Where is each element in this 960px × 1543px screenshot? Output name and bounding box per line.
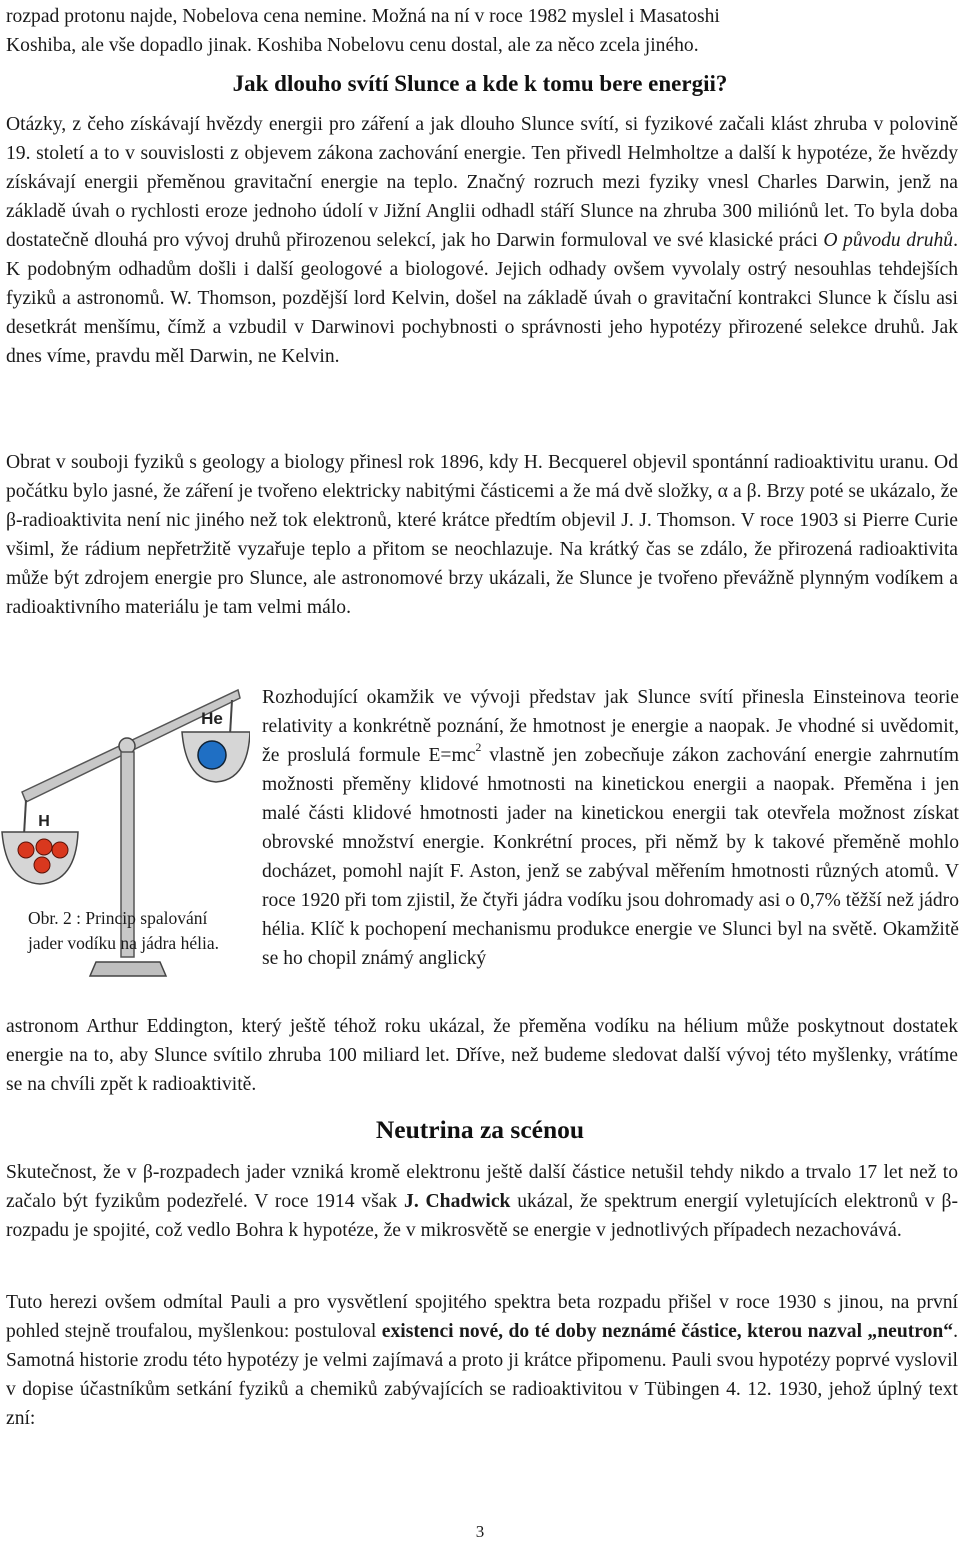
para-text: Skutečnost, že v β-rozpadech jader vzniká kromě elektronu ještě další částice netušil tehdy nikdo a trvalo 17 let než to začalo být fyzikům podezřelé. V roce 1914 však — [6, 1162, 958, 1212]
para-text: ukázal, že spektrum energií vyletujících elektronů v β-rozpadu je spojité, což vedlo Bohra k hypotéze, že v mikrosvětě se energie v jednotlivých případech nezachovává. — [6, 1191, 958, 1241]
section-heading-sun: Jak dlouho svítí Slunce a kde k tomu bere energii? — [232, 71, 728, 96]
hydrogen-nucleus — [52, 842, 68, 858]
para-text: vlastně jen zobecňuje zákon zachování energie zahrnutím možnosti přeměny klidové hmotnosti na kinetickou energii a naopak. Přeměna i jen malé části klidové hmotnosti jader na kinetickou energii tak otevřela možnost získat obrovské množství energie. Konkrétní proces, při němž by k takové přeměně mohlo docházet, pomohl najít F. Aston, jenž se zabýval měřením hmotnosti různých atomů. V roce 1920 při tom zjistil, že čtyři jádra vodíku jsou dohromady asi o 0,7% těžší než jádro hélia. Klíč k pochopení mechanismu produkce energie ve Slunci byl na světě. Okamžitě se ho chopil známý anglický — [262, 744, 959, 969]
page-number: 3 — [475, 1522, 485, 1541]
bold-statement: existenci nové, do té doby neznámé částice, kterou nazval „neutron“ — [381, 1321, 954, 1342]
book-title: O původu druhů — [823, 230, 954, 251]
superscript: 2 — [475, 740, 482, 755]
hydrogen-label: H — [38, 813, 50, 830]
paragraph-relativity — [262, 683, 959, 973]
figure-caption: Obr. 2 : Princip spalování jader vodíku na jádra hélia. — [28, 908, 219, 953]
hydrogen-nucleus — [34, 857, 50, 873]
para-text: Tuto herezi ovšem odmítal Pauli a pro vysvětlení spojitého spektra beta rozpadu přišel v roce 1930 s jinou, na první pohled stejně troufalou, myšlenkou: postuloval — [6, 1292, 958, 1342]
paragraph-beta-spectrum — [6, 1158, 958, 1245]
paragraph-pauli — [6, 1288, 958, 1433]
para-text: Otázky, z čeho získávají hvězdy energii pro záření a jak dlouho Slunce svítí, si fyzikové začali klást zhruba v polovině 19. století a to v souvislosti z objevem zákona zachování energie. Ten přivedl Helmholtze a další k hypotéze, že hvězdy získávají energii přeměnou gravitační energie na teplo. Značný rozruch mezi fyziky vnesl Charles Darwin, jenž na základě úvah o rychlosti eroze jednoho údolí v Jižní Anglii odhadl stáří Slunce na zhruba 300 miliónů let. To byla doba dostatečně dlouhá pro vývoj druhů přirozenou selekcí, jak ho Darwin formuloval ve své klasické práci — [6, 114, 958, 251]
paragraph-energy-history — [6, 110, 958, 371]
bold-name: J. Chadwick — [404, 1191, 511, 1212]
paragraph-radioactivity: Obrat v souboji fyziků s geology a biology přinesl rok 1896, kdy H. Becquerel objevil spontánní radioaktivitu uranu. Od počátku bylo jasné, že záření je tvořeno elektricky nabitými částicemi a že má dvě složky, α a β. Brzy poté se ukázalo, že β-radioaktivita není nic jiného než tok elektronů, které krátce předtím objevil J. J. Thomson. V roce 1903 si Pierre Curie všiml, že rádium nepřetržitě vyzařuje teplo a přitom se neochlazuje. Na krátký čas se zdálo, že přirozená radioaktivita může být zdrojem energie pro Slunce, ale astronomové brzy ukázali, že Slunce je tvořeno převážně plynným vodíkem a radioaktivního materiálu je tam velmi málo. — [6, 452, 958, 618]
hydrogen-nucleus — [18, 842, 34, 858]
intro-line-2: Koshiba, ale vše dopadlo jinak. Koshiba Nobelovu cenu dostal, ale za něco zcela jiného. — [6, 35, 699, 56]
para-text: Rozhodující okamžik ve vývoji představ jak Slunce svítí přinesla Einsteinova teorie relativity a konkrétně poznání, že hmotnost je energie a naopak. Je vhodné si uvědomit, že proslulá formule E=mc — [262, 686, 959, 766]
section-heading-neutrinos: Neutrina za scénou — [375, 1115, 585, 1144]
intro-line-1: rozpad protonu najde, Nobelova cena nemine. Možná na ní v roce 1982 myslel i Masatoshi — [6, 6, 720, 27]
hydrogen-nucleus — [36, 839, 52, 855]
para-text: . Samotná historie zrodu této hypotézy je velmi zajímavá a proto ji krátce připomenu. Pauli svou hypotézy poprvé vyslovil v dopise účastníkům setkání fyziků a chemiků zabývajících se radioaktivitou v Tübingen 4. 12. 1930, jehož úplný text zní: — [6, 1321, 958, 1429]
para-text: . K podobným odhadům došli i další geologové a biologové. Jejich odhady ovšem vyvolaly ostrý nesouhlas tehdejších fyziků a astronomů. W. Thomson, pozdější lord Kelvin, došel na základě úvah o gravitační kontrakci Slunce k číslu asi desetkrát menšímu, čímž a vzbudil v Darwinovi pochybnosti o správnosti jeho hypotézy přirozené selekce druhů. Jak dnes víme, pravdu měl Darwin, ne Kelvin. — [6, 230, 958, 367]
paragraph-eddington: astronom Arthur Eddington, který ještě téhož roku ukázal, že přeměna vodíku na hélium může poskytnout dostatek energie na to, aby Slunce svítilo zhruba 100 miliard let. Dříve, než budeme sledovat další vývoj této myšlenky, vrátíme se na chvíli zpět k radioaktivitě. — [6, 1016, 958, 1095]
helium-nucleus — [198, 741, 226, 769]
helium-label: He — [201, 709, 223, 728]
